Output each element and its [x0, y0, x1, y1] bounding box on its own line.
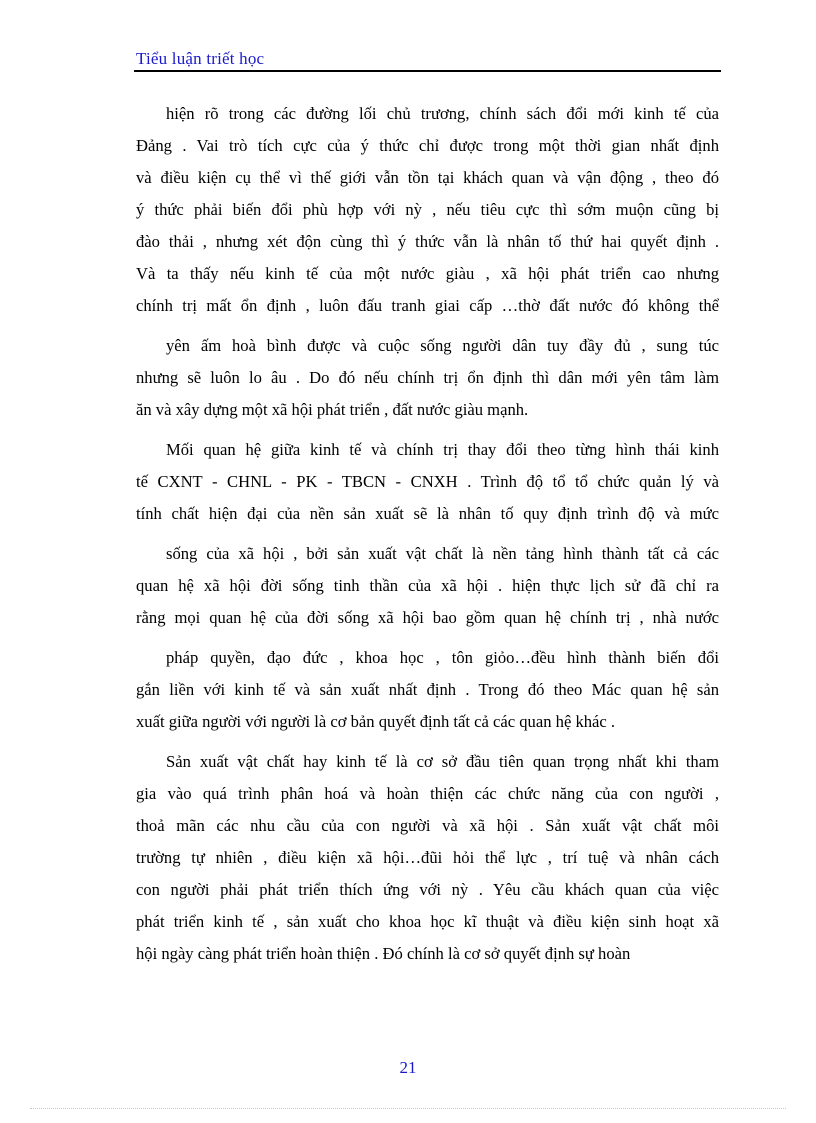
text-line: tế CXNT - CHNL - PK - TBCN - CNXH . Trình độ tổ tổ chức quản lý và — [136, 472, 719, 491]
text-line: con người phải phát triển thích ứng với nỳ . Yêu cầu khách quan của việc — [136, 880, 719, 899]
text-line: gắn liền với kinh tế và sản xuất nhất định . Trong đó theo Mác quan hệ sản — [136, 680, 719, 699]
text-line: nhưng sẽ luôn lo âu . Do đó nếu chính trị ổn định thì dân mới yên tâm làm — [136, 368, 719, 387]
text-line: xuất giữa người với người là cơ bản quyết định tất cả các quan hệ khác . — [136, 712, 616, 731]
text-line: hội ngày càng phát triển hoàn thiện . Đó chính là cơ sở quyết định sự hoàn — [136, 944, 631, 963]
text-line: rằng mọi quan hệ của đời sống xã hội bao gồm quan hệ chính trị , nhà nước — [136, 608, 719, 627]
text-line: Và ta thấy nếu kinh tế của một nước giàu , xã hội phát triển cao nhưng — [136, 264, 719, 283]
text-line: ý thức phải biến đổi phù hợp với nỳ , nếu tiêu cực thì sớm muộn cũng bị — [136, 200, 719, 219]
text-line: quan hệ xã hội đời sống tinh thần của xã hội . hiện thực lịch sử đã chỉ ra — [136, 576, 719, 595]
text-line: yên ấm hoà bình được và cuộc sống người dân tuy đầy đủ , sung túc — [166, 336, 719, 355]
text-line: tính chất hiện đại của nền sản xuất sẽ là nhân tố quy định trình độ và mức — [136, 504, 719, 523]
text-line: trường tự nhiên , điều kiện xã hội…đũi hỏi thể lực , trí tuệ và nhân cách — [136, 848, 719, 867]
text-line: hiện rõ trong các đường lối chủ trương, chính sách đổi mới kinh tế của — [166, 104, 719, 123]
text-line: ăn và xây dựng một xã hội phát triển , đất nước giàu mạnh. — [136, 400, 529, 419]
text-line: Đảng . Vai trò tích cực của ý thức chỉ được trong một thời gian nhất định — [136, 136, 719, 155]
page-header-title: Tiểu luận triết học — [136, 49, 265, 68]
page-bottom-border — [30, 1108, 786, 1109]
text-line: và điều kiện cụ thể vì thế giới vẫn tồn tại khách quan và vận động , theo đó — [136, 168, 719, 187]
text-line: thoả mãn các nhu cầu của con người và xã hội . Sản xuất vật chất môi — [136, 816, 719, 835]
text-line: Mối quan hệ giữa kinh tế và chính trị thay đổi theo từng hình thái kinh — [166, 440, 719, 459]
text-line: đào thải , nhưng xét độn cùng thì ý thức vẫn là nhân tố thứ hai quyết định . — [136, 232, 719, 251]
page-number: 21 — [399, 1058, 417, 1077]
text-line: sống của xã hội , bởi sản xuất vật chất là nền tảng hình thành tất cả các — [166, 544, 719, 563]
text-line: Sản xuất vật chất hay kinh tế là cơ sở đầu tiên quan trọng nhất khi tham — [166, 752, 719, 771]
text-line: phát triển kinh tế , sản xuất cho khoa học kĩ thuật và điều kiện sinh hoạt xã — [136, 912, 719, 931]
text-line: gia vào quá trình phân hoá và hoàn thiện các chức năng của con người , — [136, 784, 719, 803]
text-line: chính trị mất ổn định , luôn đấu tranh giai cấp …thờ đất nước đó không thể — [136, 296, 719, 315]
header-divider — [134, 70, 721, 72]
text-line: pháp quyền, đạo đức , khoa học , tôn giỏo…đều hình thành biến đổi — [166, 648, 719, 667]
document-body — [136, 98, 719, 970]
